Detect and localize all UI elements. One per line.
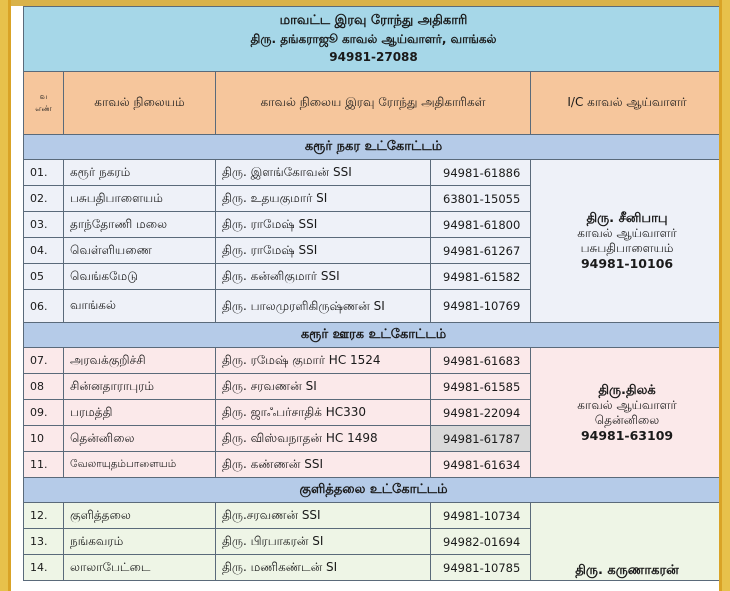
phone-number: 94981-61634 xyxy=(431,452,531,478)
phone-number: 63801-15055 xyxy=(431,186,531,212)
officer-name: திரு. ஜாஃபர்சாதிக் HC330 xyxy=(216,400,431,426)
inspector-cell xyxy=(531,503,723,581)
phone-number: 94981-22094 xyxy=(431,400,531,426)
inspector-role: காவல் ஆய்வாளர் xyxy=(577,226,677,240)
station-name: அரவக்குறிச்சி xyxy=(64,348,216,374)
section-row xyxy=(24,323,723,348)
officer-name: திரு. ராமேஷ் SSI xyxy=(216,212,431,238)
inspector-role: காவல் ஆய்வாளர் xyxy=(577,397,677,412)
inspector-place: பசுபதிபாளையம் xyxy=(580,241,674,255)
officer-name: திரு. கன்னிகுமார் SSI xyxy=(216,264,431,290)
station-name: வெள்ளியணை xyxy=(64,238,216,264)
station-name: பரமத்தி xyxy=(64,400,216,426)
officer-name: திரு.சரவணன் SSI xyxy=(216,503,431,529)
serial-number: 13. xyxy=(24,529,64,555)
column-header-row xyxy=(24,72,723,135)
inspector-cell xyxy=(531,160,723,323)
serial-number: 11. xyxy=(24,452,64,478)
serial-number: 04. xyxy=(24,238,64,264)
serial-number: 14. xyxy=(24,555,64,581)
section-row xyxy=(24,478,723,503)
phone-number: 94981-61585 xyxy=(431,374,531,400)
table-row xyxy=(24,503,723,529)
phone-number: 94981-61787 xyxy=(431,426,531,452)
station-name: தாந்தோணி மலை xyxy=(64,212,216,238)
district-officer-title: மாவட்ட இரவு ரோந்து அதிகாரி xyxy=(279,13,468,28)
officer-name: திரு. கண்ணன் SSI xyxy=(216,452,431,478)
district-officer-name: திரு. தங்கராஜூ காவல் ஆய்வாளர், வாங்கல் xyxy=(250,32,497,46)
officer-name: திரு. பிரபாகரன் SI xyxy=(216,529,431,555)
table-row xyxy=(24,160,723,186)
section-title: கரூர் ஊரக உட்கோட்டம் xyxy=(24,323,723,348)
station-name: லாலாபேட்டை xyxy=(64,555,216,581)
officer-name: திரு. ராமேஷ் SSI xyxy=(216,238,431,264)
document-frame xyxy=(8,0,722,591)
station-header: காவல் நிலையம் xyxy=(64,72,216,135)
serial-number: 12. xyxy=(24,503,64,529)
serial-header: வ எண் xyxy=(24,72,64,135)
serial-number: 01. xyxy=(24,160,64,186)
title-cell xyxy=(24,7,723,72)
serial-number: 02. xyxy=(24,186,64,212)
station-name: சின்னதாராபுரம் xyxy=(64,374,216,400)
officer-name: திரு. மணிகண்டன் SI xyxy=(216,555,431,581)
title-row xyxy=(24,7,723,72)
inspector-name: திரு. கருணாகரன் xyxy=(575,563,679,578)
serial-number: 09. xyxy=(24,400,64,426)
table-row xyxy=(24,348,723,374)
serial-number: 05 xyxy=(24,264,64,290)
section-title: குளித்தலை உட்கோட்டம் xyxy=(24,478,723,503)
night-patrol-table xyxy=(23,6,722,581)
officer-name: திரு. உதயகுமார் SI xyxy=(216,186,431,212)
phone-number: 94981-61267 xyxy=(431,238,531,264)
inspector-phone: 94981-10106 xyxy=(580,256,674,271)
inspector-cell xyxy=(531,348,723,478)
officer-name: திரு. இளங்கோவன் SSI xyxy=(216,160,431,186)
officer-name: திரு. விஸ்வநாதன் HC 1498 xyxy=(216,426,431,452)
phone-number: 94981-61800 xyxy=(431,212,531,238)
station-name: கரூர் நகரம் xyxy=(64,160,216,186)
officer-name: திரு. பாலமுரளிகிருஷ்ணன் SI xyxy=(216,290,431,323)
station-name: பசுபதிபாளையம் xyxy=(64,186,216,212)
serial-number: 10 xyxy=(24,426,64,452)
phone-number: 94981-61683 xyxy=(431,348,531,374)
officer-name: திரு. சரவணன் SI xyxy=(216,374,431,400)
station-name: வேலாயுதம்பாளையம் xyxy=(64,452,216,478)
station-name: வாங்கல் xyxy=(64,290,216,323)
inspector-name: திரு.திலக் xyxy=(598,382,656,398)
station-name: நங்கவரம் xyxy=(64,529,216,555)
section-title: கரூர் நகர உட்கோட்டம் xyxy=(24,135,723,160)
station-name: வெங்கமேடு xyxy=(64,264,216,290)
serial-number: 08 xyxy=(24,374,64,400)
phone-number: 94981-61582 xyxy=(431,264,531,290)
district-officer-phone: 94981-27088 xyxy=(329,50,418,64)
officer-name: திரு. ரமேஷ் குமார் HC 1524 xyxy=(216,348,431,374)
inspector-name: திரு. சீனிபாபு xyxy=(586,211,668,226)
phone-number: 94981-10734 xyxy=(431,503,531,529)
phone-number: 94982-01694 xyxy=(431,529,531,555)
inspector-place: தென்னிலை xyxy=(594,412,660,427)
serial-number: 07. xyxy=(24,348,64,374)
section-row xyxy=(24,135,723,160)
phone-number: 94981-61886 xyxy=(431,160,531,186)
station-name: குளித்தலை xyxy=(64,503,216,529)
inspector-phone: 94981-63109 xyxy=(580,427,674,443)
serial-number: 06. xyxy=(24,290,64,323)
phone-number: 94981-10785 xyxy=(431,555,531,581)
serial-number: 03. xyxy=(24,212,64,238)
inspector-header: I/C காவல் ஆய்வாளர் xyxy=(531,72,723,135)
officers-header: காவல் நிலைய இரவு ரோந்து அதிகாரிகள் xyxy=(216,72,531,135)
station-name: தென்னிலை xyxy=(64,426,216,452)
phone-number: 94981-10769 xyxy=(431,290,531,323)
